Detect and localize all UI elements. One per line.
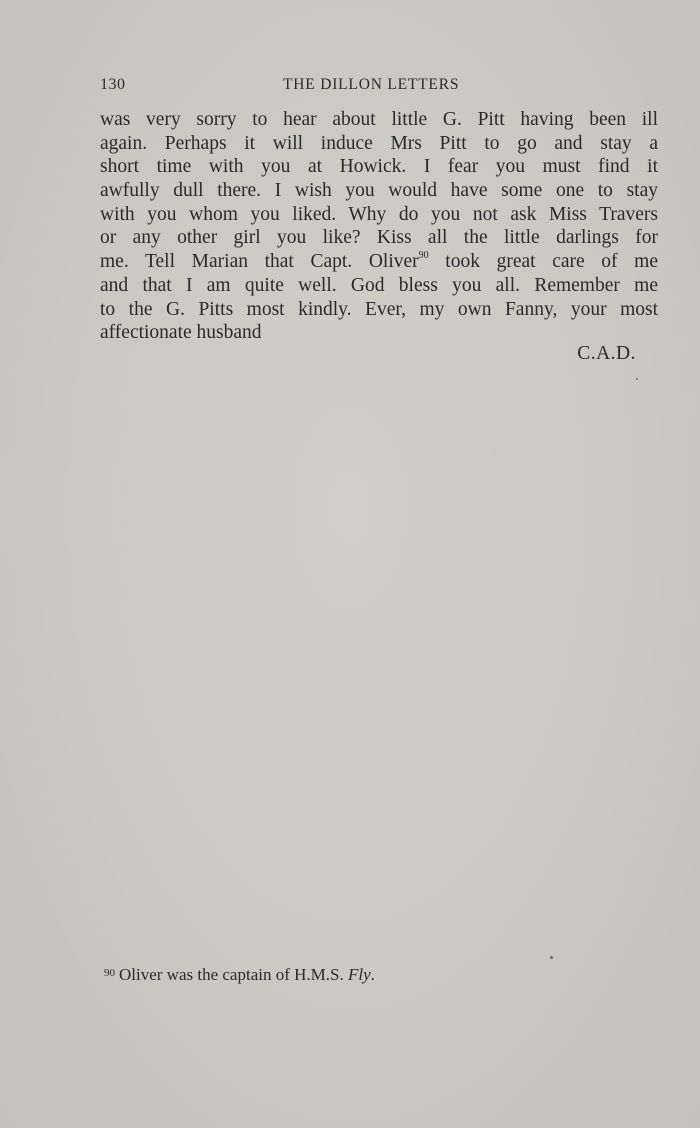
letter-line: with you whom you liked. Why do you not ask Miss Travers [100,203,658,225]
footnote [104,965,375,985]
footnote-number: 90 [104,967,115,979]
signature: C.A.D. [577,343,636,364]
running-head [100,76,658,98]
letter-body [100,108,658,345]
footnote-end: . [370,965,375,984]
letter-line: again. Perhaps it will induce Mrs Pitt to go and stay a [100,132,658,154]
letter-line: awfully dull there. I wish you would have some one to stay [100,180,658,202]
letter-line: affectionate husband [100,322,262,344]
footnote-reference: 90 [418,250,429,262]
running-title: THE DILLON LETTERS [283,76,460,93]
footnote-ship-name: Fly [347,965,371,984]
page-number: 130 [100,76,126,93]
letter-line-with-note [100,250,658,274]
footnote-text: Oliver was the captain of H.M.S. [119,965,348,984]
letter-line: and that I am quite well. God bless you all. Remember me [100,274,658,296]
paper-speck [550,956,553,959]
letter-line: short time with you at Howick. I fear you must find it [100,156,658,178]
letter-line-text: me. Tell Marian that Capt. Oliver [100,251,419,273]
paper-speck [636,378,638,380]
letter-line-text-continued: took great care of me [428,251,658,273]
letter-line: was very sorry to hear about little G. Pitt having been ill [100,109,658,130]
letter-line: to the G. Pitts most kindly. Ever, my own Fanny, your most [100,298,658,320]
letter-line: or any other girl you like? Kiss all the little darlings for [100,227,658,249]
